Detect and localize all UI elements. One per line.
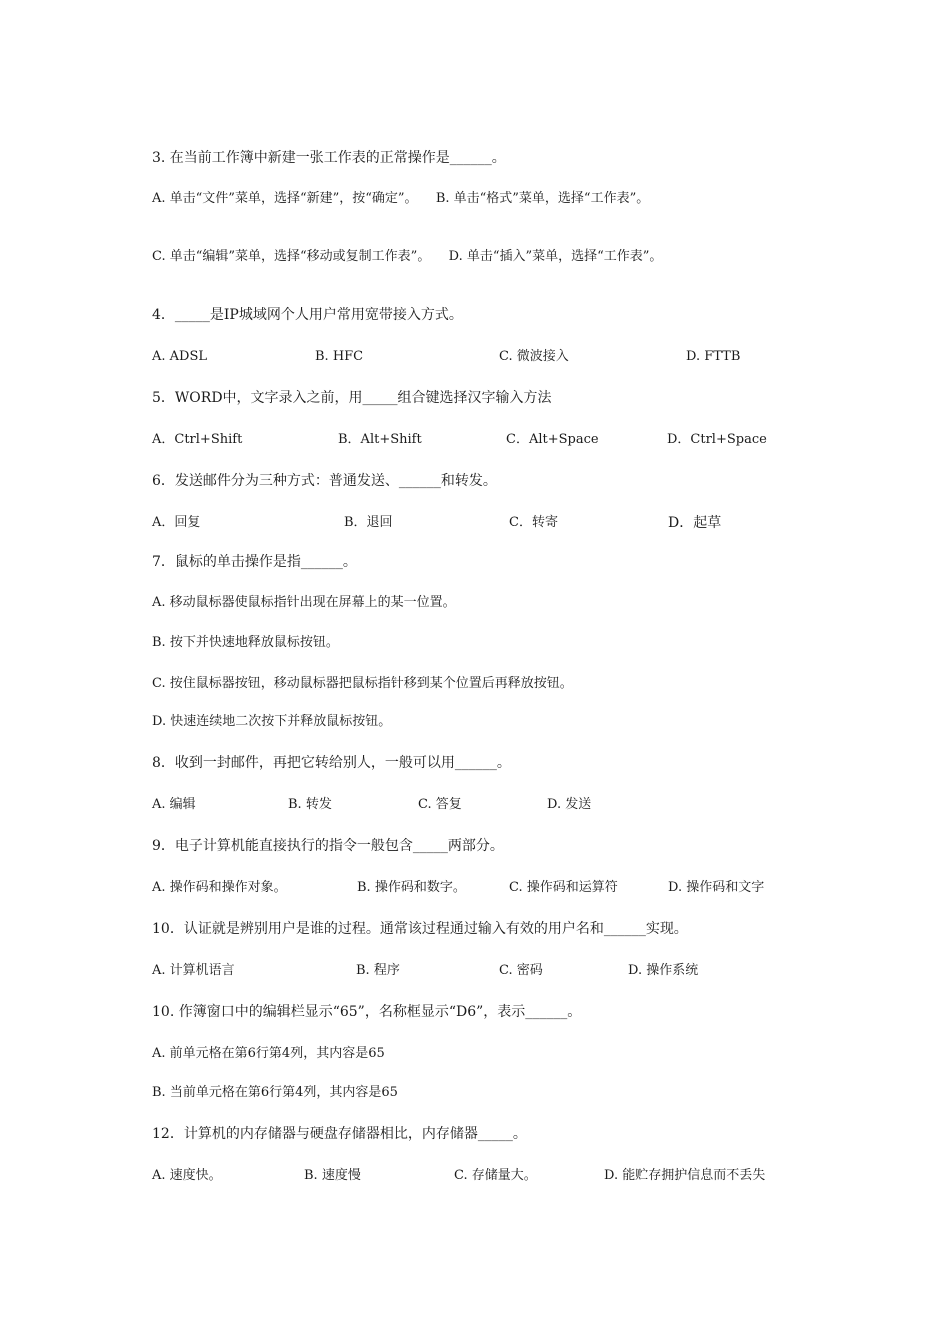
question-9-option-c: C. 操作码和运算符 bbox=[509, 880, 618, 895]
question-5-option-b: B．Alt+Shift bbox=[338, 432, 422, 447]
question-9-option-a: A. 操作码和操作对象。 bbox=[152, 880, 287, 895]
question-6-stem: 6．发送邮件分为三种方式：普通发送、______和转发。 bbox=[152, 473, 497, 489]
question-12-option-c: C. 存储量大。 bbox=[454, 1168, 537, 1183]
question-4-option-b: B. HFC bbox=[315, 349, 364, 364]
question-3-option-c: C. 单击“编辑”菜单，选择“移动或复制工作表”。 bbox=[152, 249, 431, 264]
question-7-option-b: B. 按下并快速地释放鼠标按钮。 bbox=[152, 635, 339, 650]
question-10-option-a: A. 计算机语言 bbox=[152, 963, 235, 978]
question-4-stem: 4．_____是IP城域网个人用户常用宽带接入方式。 bbox=[152, 307, 463, 323]
question-12-option-b: B. 速度慢 bbox=[304, 1168, 361, 1183]
question-10-option-b: B. 程序 bbox=[356, 963, 400, 978]
question-8-option-d: D. 发送 bbox=[547, 797, 592, 812]
question-8-stem: 8．收到一封邮件，再把它转给别人，一般可以用______。 bbox=[152, 755, 511, 771]
question-8-option-a: A. 编辑 bbox=[152, 797, 196, 812]
question-8-option-c: C. 答复 bbox=[418, 797, 462, 812]
question-4-option-a: A. ADSL bbox=[152, 349, 208, 364]
question-3-option-b: B. 单击“格式”菜单，选择“工作表”。 bbox=[435, 191, 650, 206]
question-10b-stem: 10. 作簿窗口中的编辑栏显示“65”，名称框显示“D6”，表示______。 bbox=[152, 1004, 582, 1020]
question-5-stem: 5．WORD中，文字录入之前，用_____组合键选择汉字输入方法 bbox=[152, 390, 552, 406]
question-6-option-b: B．退回 bbox=[344, 515, 393, 530]
question-12-stem: 12．计算机的内存储器与硬盘存储器相比，内存储器_____。 bbox=[152, 1126, 527, 1142]
question-3-stem: 3. 在当前工作簿中新建一张工作表的正常操作是______。 bbox=[152, 150, 506, 166]
question-12-option-d: D. 能贮存拥护信息而不丢失 bbox=[604, 1168, 766, 1183]
question-10-option-d: D. 操作系统 bbox=[628, 963, 699, 978]
question-5-option-c: C．Alt+Space bbox=[506, 432, 599, 447]
question-4-option-d: D. FTTB bbox=[686, 349, 741, 364]
question-7-stem: 7．鼠标的单击操作是指______。 bbox=[152, 554, 357, 570]
question-3-options-ab bbox=[152, 191, 767, 206]
question-5-option-d: D．Ctrl+Space bbox=[667, 432, 767, 447]
question-6-option-c: C．转寄 bbox=[509, 515, 558, 530]
question-9-option-b: B. 操作码和数字。 bbox=[357, 880, 466, 895]
question-7-option-c: C. 按住鼠标器按钮，移动鼠标器把鼠标指针移到某个位置后再释放按钮。 bbox=[152, 676, 573, 691]
question-3-options-cd bbox=[152, 249, 767, 264]
question-10-option-c: C. 密码 bbox=[499, 963, 543, 978]
question-9-stem: 9．电子计算机能直接执行的指令一般包含_____两部分。 bbox=[152, 838, 504, 854]
question-10-stem: 10．认证就是辨别用户是谁的过程。通常该过程通过输入有效的用户名和______实现。 bbox=[152, 921, 688, 937]
question-4-option-c: C. 微波接入 bbox=[499, 349, 569, 364]
question-6-option-d: D．起草 bbox=[668, 515, 722, 531]
question-10b-option-b: B. 当前单元格在第6行第4列，其内容是65 bbox=[152, 1085, 398, 1100]
question-3-option-a: A. 单击“文件”菜单，选择“新建”，按“确定”。 bbox=[152, 191, 418, 206]
question-6-option-a: A．回复 bbox=[152, 515, 201, 530]
question-10b-option-a: A. 前单元格在第6行第4列，其内容是65 bbox=[152, 1046, 385, 1061]
question-12-option-a: A. 速度快。 bbox=[152, 1168, 222, 1183]
question-7-option-a: A. 移动鼠标器使鼠标指针出现在屏幕上的某一位置。 bbox=[152, 595, 456, 610]
question-8-option-b: B. 转发 bbox=[288, 797, 332, 812]
question-5-option-a: A．Ctrl+Shift bbox=[152, 432, 243, 447]
question-7-option-d: D. 快速连续地二次按下并释放鼠标按钮。 bbox=[152, 714, 392, 729]
question-9-option-d: D. 操作码和文字 bbox=[668, 880, 765, 895]
question-3-option-d: D. 单击“插入”菜单，选择“工作表”。 bbox=[448, 249, 663, 264]
